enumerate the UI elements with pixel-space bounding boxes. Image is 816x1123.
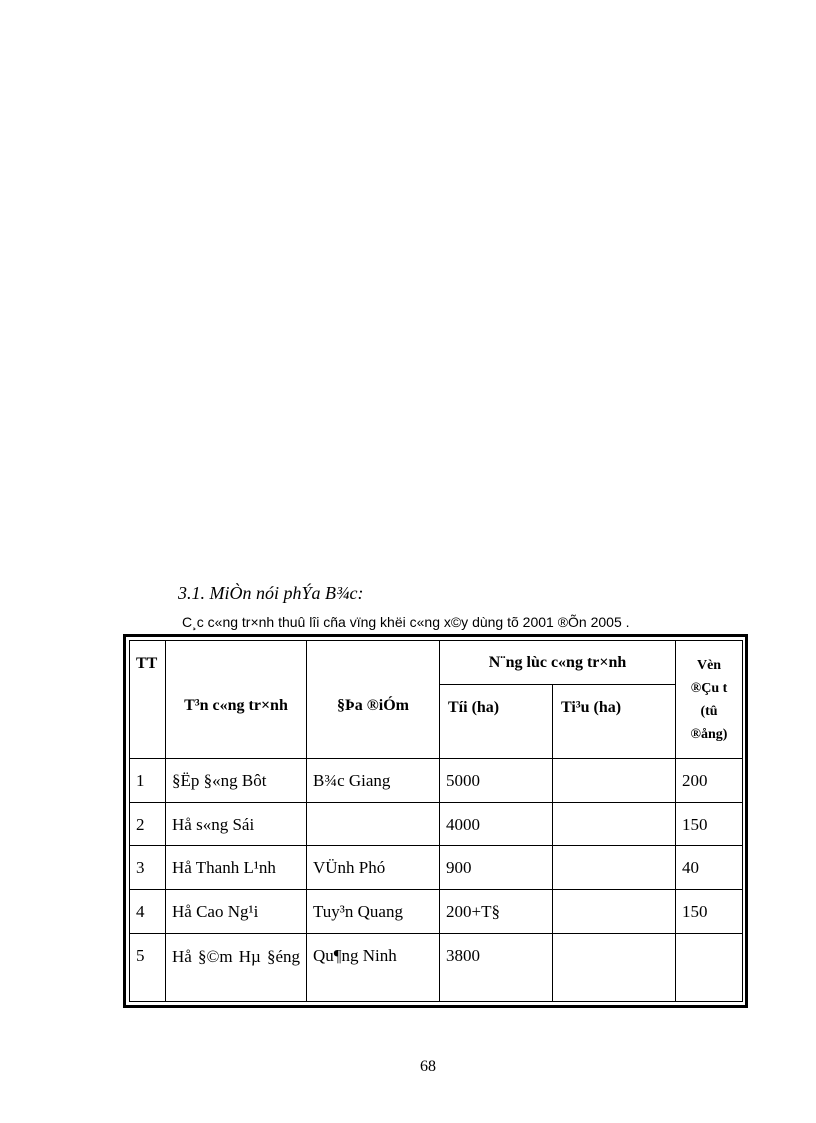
cell-capital (676, 933, 743, 1001)
cell-tt: 1 (130, 759, 166, 803)
cell-irrigation: 3800 (440, 933, 553, 1001)
cell-tt: 4 (130, 890, 166, 934)
header-capital-line3: (tû (700, 703, 718, 719)
cell-name: Hå Thanh L¹nh (166, 846, 307, 890)
cell-irrigation: 900 (440, 846, 553, 890)
cell-irrigation: 200+T§ (440, 890, 553, 934)
table-frame (123, 634, 748, 1008)
header-drainage: Ti³u (ha) (553, 685, 676, 759)
header-location: §Þa ®iÓm (307, 641, 440, 759)
cell-location (307, 802, 440, 846)
cell-name: §Ëp §«ng Bôt (166, 759, 307, 803)
table-row (130, 802, 743, 846)
cell-location: Qu¶ng Ninh (307, 933, 440, 1001)
cell-drainage (553, 890, 676, 934)
table-caption: C¸c c«ng tr×nh thuû lîi cña vïng khëi c«ng x©y dùng tõ 2001 ®Õn 2005 . (182, 614, 630, 630)
cell-drainage (553, 802, 676, 846)
cell-location: VÜnh Phó (307, 846, 440, 890)
header-name: T³n c«ng tr×nh (166, 641, 307, 759)
header-capital-line1: Vèn (696, 657, 722, 673)
section-title: 3.1. MiÒn nói phÝa B¾c: (178, 583, 364, 603)
table-row (130, 933, 743, 1001)
cell-name: Hå s«ng Sái (166, 802, 307, 846)
cell-location: Tuy³n Quang (307, 890, 440, 934)
cell-drainage (553, 933, 676, 1001)
header-capacity: N¨ng lùc c«ng tr×nh (440, 641, 676, 685)
projects-table (129, 640, 743, 1002)
cell-capital: 150 (676, 802, 743, 846)
cell-capital: 40 (676, 846, 743, 890)
cell-drainage (553, 759, 676, 803)
header-capital (676, 641, 743, 759)
page-number: 68 (420, 1058, 436, 1075)
cell-irrigation: 4000 (440, 802, 553, 846)
table-row (130, 890, 743, 934)
header-irrigation: Tíi (ha) (440, 685, 553, 759)
cell-irrigation: 5000 (440, 759, 553, 803)
cell-tt: 3 (130, 846, 166, 890)
cell-name: Hå §©m Hµ §éng (166, 933, 307, 1001)
cell-capital: 200 (676, 759, 743, 803)
table-row (130, 759, 743, 803)
cell-name: Hå Cao Ng¹i (166, 890, 307, 934)
cell-drainage (553, 846, 676, 890)
header-capital-line2: ®Çu t (690, 680, 728, 696)
cell-location: B¾c Giang (307, 759, 440, 803)
cell-tt: 2 (130, 802, 166, 846)
table-row (130, 846, 743, 890)
cell-tt: 5 (130, 933, 166, 1001)
header-tt: TT (130, 641, 166, 759)
header-capital-line4: ®ång) (690, 726, 728, 742)
cell-capital: 150 (676, 890, 743, 934)
